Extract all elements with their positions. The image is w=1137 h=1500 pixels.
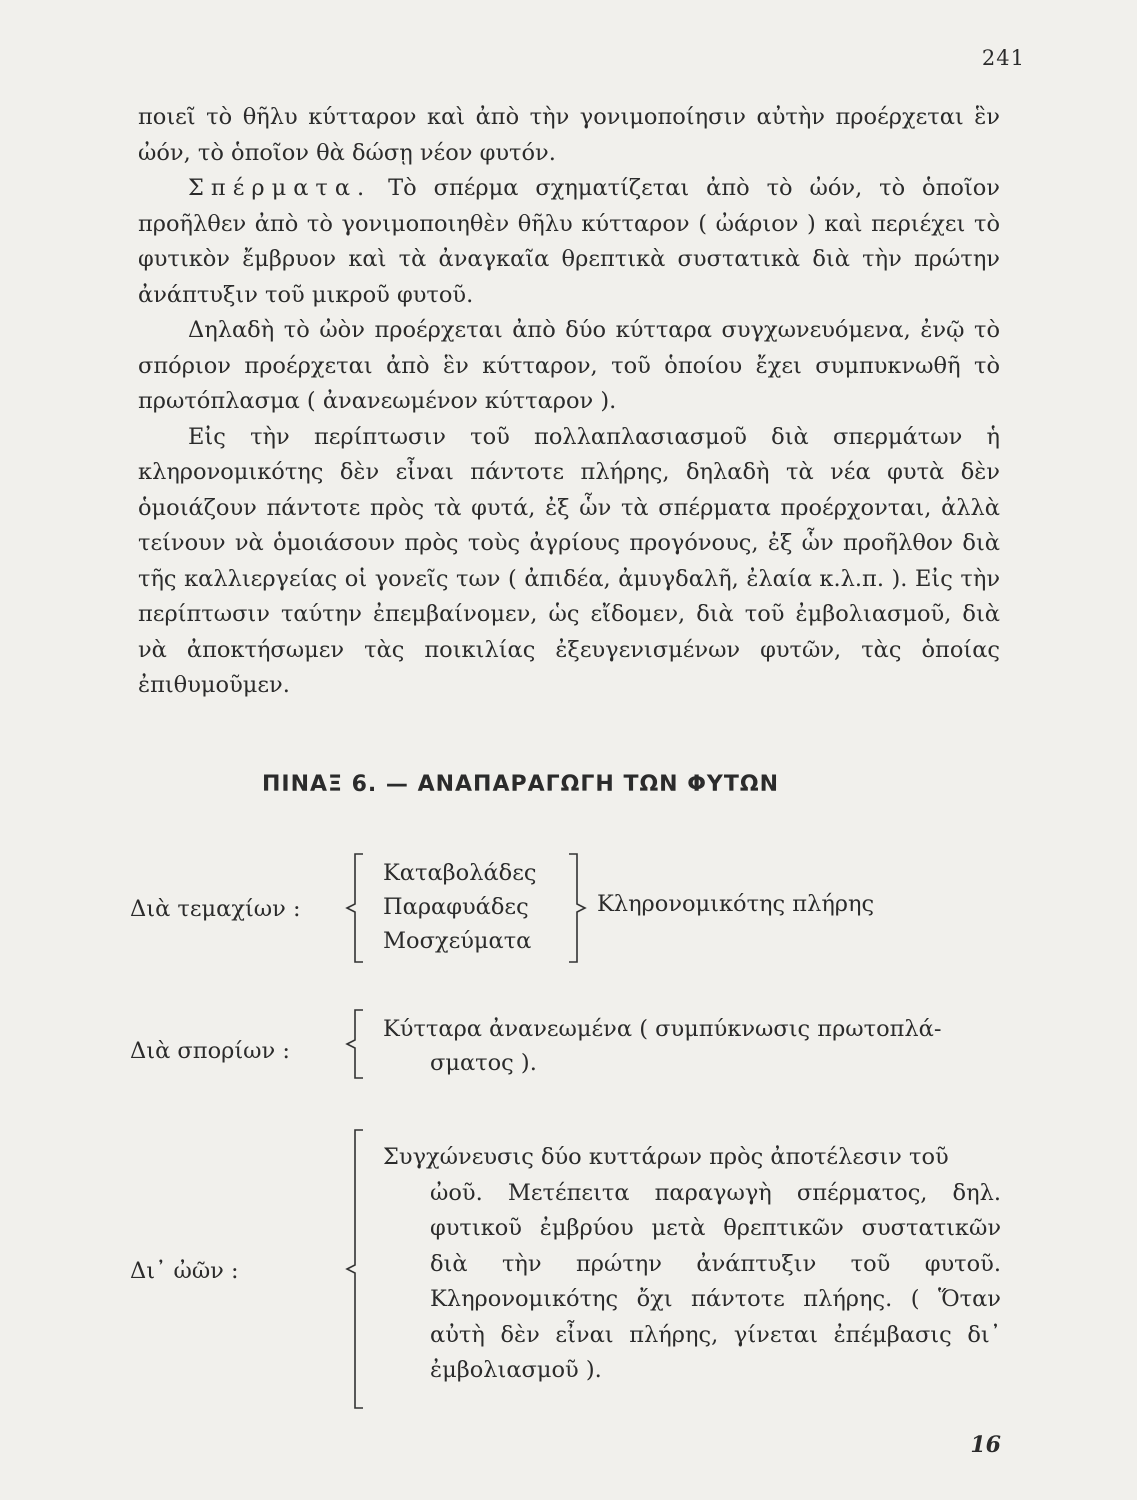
left-brace xyxy=(343,852,367,964)
paragraph-4: Εἰς τὴν περίπτωσιν τοῦ πολλαπλασιασμοῦ διὰ σπερμάτων ἡ κληρονομικότης δὲν εἶναι πάντοτε πλήρης, δηλαδὴ τὰ νέα φυτὰ δὲν ὁμοιάζουν πάντοτε πρὸς τὰ φυτά, ἐξ ὧν τὰ σπέρματα προέρχονται, ἀλλὰ τείνουν νὰ ὁμοιάσουν πρὸς τοὺς ἀγρίους προγόνους, ἐξ ὧν προῆλθον διὰ τῆς καλλιεργείας οἱ γονεῖς των ( ἀπιδέα, ἀμυγδαλῆ, ἐλαία κ.λ.π. ). Εἰς τὴν περίπτωσιν ταύτην ἐπεμβαίνομεν, ὡς εἴδομεν, διὰ τοῦ ἐμβολιασμοῦ, διὰ νὰ ἀποκτήσωμεν τὰς ποικιλίας ἐξευγενισμένων φυτῶν, τὰς ὁποίας ἐπιθυμοῦμεν. xyxy=(138,423,1000,698)
row-label-eggs: Δι᾽ ὠῶν : xyxy=(130,1258,239,1284)
eggs-line-first: Συγχώνευσις δύο κυττάρων πρὸς ἀποτέλεσιν τοῦ xyxy=(383,1144,949,1170)
eggs-description xyxy=(383,1140,1001,1389)
table-title: ΠΙΝΑΞ 6. — ΑΝΑΠΑΡΑΓΩΓΗ ΤΩΝ ΦΥΤΩΝ xyxy=(262,772,779,797)
seeds-heading: Σπέρματα. xyxy=(188,175,372,201)
row-result-cuttings: Κληρονομικότης πλήρης xyxy=(597,891,875,917)
body-text xyxy=(138,100,1000,704)
paragraph-2 xyxy=(138,171,1000,313)
row-label-cuttings: Διὰ τεμαχίων : xyxy=(130,896,301,922)
row-label-spores: Διὰ σπορίων : xyxy=(130,1038,290,1064)
list-item: Παραφυάδες xyxy=(383,894,529,920)
spores-line-1: Κύτταρα ἀνανεωμένα ( συμπύκνωσις πρωτοπλά- xyxy=(383,1016,942,1042)
eggs-brace xyxy=(343,1128,367,1410)
paragraph-2-text: Τὸ σπέρμα σχηματίζεται ἀπὸ τὸ ὠόν, τὸ ὁποῖον προῆλθεν ἀπὸ τὸ γονιμοποιηθὲν θῆλυ κύτταρον ( ὠάριον ) καὶ περιέχει τὸ φυτικὸν ἔμβρυον καὶ τὰ ἀναγκαῖα θρεπτικὰ συστατικὰ διὰ τὴν πρώτην ἀνάπτυξιν τοῦ μικροῦ φυτοῦ. xyxy=(138,175,1000,308)
list-item: Μοσχεύματα xyxy=(383,928,532,954)
spores-line-2: σματος ). xyxy=(430,1050,537,1076)
paragraph-1: ποιεῖ τὸ θῆλυ κύτταρον καὶ ἀπὸ τὴν γονιμοποίησιν αὐτὴν προέρχεται ἓν ὠόν, τὸ ὁποῖον θὰ δώσῃ νέον φυτόν. xyxy=(138,104,1000,166)
folio-number: 16 xyxy=(970,1432,1001,1458)
propagation-list xyxy=(383,856,536,958)
page-number: 241 xyxy=(981,46,1025,70)
right-brace xyxy=(565,852,589,964)
eggs-text: ὠοῦ. Μετέπειτα παραγωγὴ σπέρματος, δηλ. φυτικοῦ ἐμβρύου μετὰ θρεπτικῶν συστατικῶν διὰ τὴν πρώτην ἀνάπτυξιν τοῦ φυτοῦ. Κληρονομικότης ὄχι πάντοτε πλήρης. ( Ὅταν αὐτὴ δὲν εἶναι πλήρης, γίνεται ἐπέμβασις δι᾽ ἐμβολιασμοῦ ). xyxy=(430,1179,1001,1383)
list-item: Καταβολάδες xyxy=(383,860,537,886)
paragraph-3: Δηλαδὴ τὸ ὠὸν προέρχεται ἀπὸ δύο κύτταρα συγχωνευόμενα, ἐνῷ τὸ σπόριον προέρχεται ἀπὸ ἓν κύτταρον, τοῦ ὁποίου ἔχει συμπυκνωθῆ τὸ πρωτόπλασμα ( ἀνανεωμένον κύτταρον ). xyxy=(138,317,1000,414)
spores-brace xyxy=(343,1008,367,1080)
